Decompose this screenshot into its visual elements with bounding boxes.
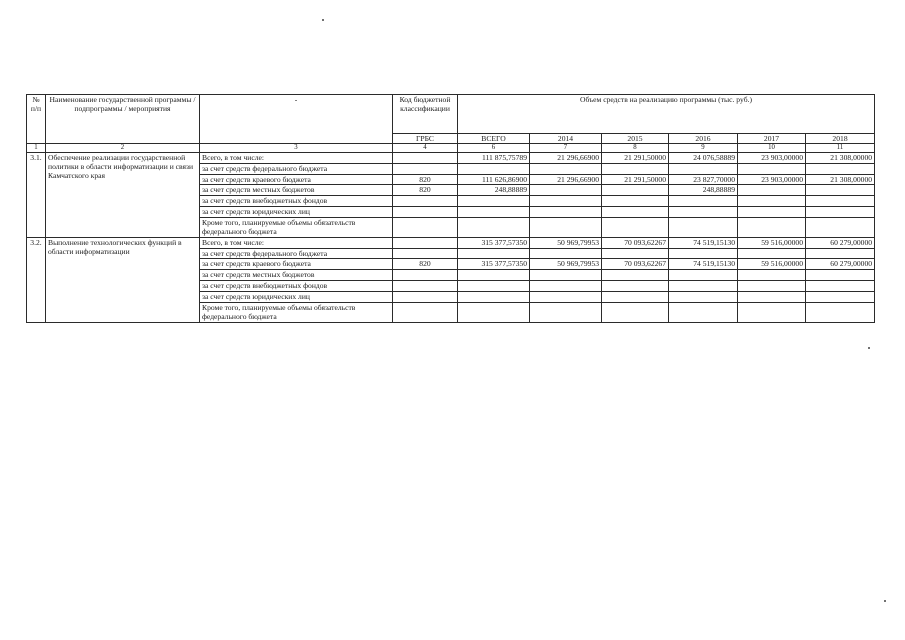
total-value [458, 163, 530, 174]
grbs-code: 820 [393, 185, 458, 196]
year-value [669, 196, 738, 207]
year-value [530, 217, 602, 237]
budget-table [26, 94, 875, 323]
column-number: 8 [602, 144, 669, 153]
column-number: 9 [669, 144, 738, 153]
grbs-code [393, 217, 458, 237]
section-number: 3.1. [27, 153, 46, 238]
table-row [27, 237, 875, 248]
funding-source: за счет средств федерального бюджета [200, 163, 393, 174]
grbs-code [393, 291, 458, 302]
funding-source: за счет средств федерального бюджета [200, 248, 393, 259]
year-value: 70 093,62267 [602, 237, 669, 248]
year-value [806, 185, 875, 196]
funding-source: Всего, в том числе: [200, 237, 393, 248]
column-number: 6 [458, 144, 530, 153]
year-value [602, 302, 669, 322]
total-value [458, 291, 530, 302]
year-value: 50 969,79953 [530, 237, 602, 248]
grbs-code: 820 [393, 174, 458, 185]
column-number: 1 [27, 144, 46, 153]
header-col3: - [200, 95, 393, 144]
header-no: № п/п [27, 95, 46, 144]
column-number: 11 [806, 144, 875, 153]
table-row [27, 153, 875, 164]
scan-speck [884, 600, 886, 602]
year-value [806, 302, 875, 322]
year-value [602, 217, 669, 237]
year-value: 70 093,62267 [602, 259, 669, 270]
year-value [602, 206, 669, 217]
scan-speck [868, 347, 870, 349]
funding-source: Всего, в том числе: [200, 153, 393, 164]
funding-source: за счет средств внебюджетных фондов [200, 280, 393, 291]
year-value: 21 296,66900 [530, 174, 602, 185]
header-year: 2016 [669, 134, 738, 144]
year-value: 59 516,00000 [738, 237, 806, 248]
funding-source: за счет средств краевого бюджета [200, 174, 393, 185]
year-value [669, 217, 738, 237]
grbs-code [393, 280, 458, 291]
year-value [806, 196, 875, 207]
header-total: ВСЕГО [458, 134, 530, 144]
funding-source: за счет средств юридических лиц [200, 206, 393, 217]
header-code: Код бюджетной классификации [393, 95, 458, 134]
year-value: 21 308,00000 [806, 174, 875, 185]
total-value [458, 206, 530, 217]
header-year: 2014 [530, 134, 602, 144]
grbs-code [393, 248, 458, 259]
year-value [530, 206, 602, 217]
year-value [738, 196, 806, 207]
year-value [806, 280, 875, 291]
total-value [458, 302, 530, 322]
funding-source: за счет средств местных бюджетов [200, 185, 393, 196]
year-value: 21 296,66900 [530, 153, 602, 164]
year-value [669, 270, 738, 281]
grbs-code [393, 163, 458, 174]
year-value [602, 185, 669, 196]
funding-source: Кроме того, планируемые объемы обязательств федерального бюджета [200, 302, 393, 322]
year-value [530, 302, 602, 322]
year-value: 74 519,15130 [669, 259, 738, 270]
year-value [738, 248, 806, 259]
year-value [806, 248, 875, 259]
year-value [530, 270, 602, 281]
year-value [738, 280, 806, 291]
funding-source: за счет средств юридических лиц [200, 291, 393, 302]
total-value [458, 217, 530, 237]
column-number: 3 [200, 144, 393, 153]
year-value: 60 279,00000 [806, 259, 875, 270]
year-value [738, 217, 806, 237]
grbs-code [393, 302, 458, 322]
header-grbs: ГРБС [393, 134, 458, 144]
year-value [806, 206, 875, 217]
column-number: 2 [46, 144, 200, 153]
year-value: 50 969,79953 [530, 259, 602, 270]
year-value [530, 291, 602, 302]
total-value [458, 270, 530, 281]
year-value: 24 076,58889 [669, 153, 738, 164]
funding-source: за счет средств краевого бюджета [200, 259, 393, 270]
grbs-code [393, 196, 458, 207]
funding-source: Кроме того, планируемые объемы обязательств федерального бюджета [200, 217, 393, 237]
year-value: 74 519,15130 [669, 237, 738, 248]
year-value: 21 308,00000 [806, 153, 875, 164]
year-value [669, 206, 738, 217]
grbs-code: 820 [393, 259, 458, 270]
year-value [738, 206, 806, 217]
total-value [458, 280, 530, 291]
header-name: Наименование государственной программы / подпрограммы / мероприятия [46, 95, 200, 144]
year-value [806, 270, 875, 281]
year-value [669, 248, 738, 259]
year-value [738, 302, 806, 322]
year-value [806, 163, 875, 174]
year-value: 59 516,00000 [738, 259, 806, 270]
column-number: 10 [738, 144, 806, 153]
total-value: 111 875,75789 [458, 153, 530, 164]
year-value [530, 196, 602, 207]
grbs-code [393, 237, 458, 248]
year-value [669, 302, 738, 322]
year-value: 60 279,00000 [806, 237, 875, 248]
year-value [530, 248, 602, 259]
year-value: 23 827,70000 [669, 174, 738, 185]
funding-source: за счет средств внебюджетных фондов [200, 196, 393, 207]
year-value [669, 280, 738, 291]
header-row [27, 95, 875, 134]
year-value [602, 280, 669, 291]
grbs-code [393, 270, 458, 281]
year-value [806, 291, 875, 302]
total-value: 111 626,86900 [458, 174, 530, 185]
year-value: 23 903,00000 [738, 153, 806, 164]
total-value [458, 196, 530, 207]
year-value: 23 903,00000 [738, 174, 806, 185]
column-number: 7 [530, 144, 602, 153]
year-value [602, 291, 669, 302]
section-name: Обеспечение реализации государственной политики в области информатизации и связи Камчатского края [46, 153, 200, 238]
total-value [458, 248, 530, 259]
total-value: 315 377,57350 [458, 237, 530, 248]
column-number-row [27, 144, 875, 153]
header-year: 2015 [602, 134, 669, 144]
year-value [602, 163, 669, 174]
year-value [602, 196, 669, 207]
year-value [738, 291, 806, 302]
scan-speck [322, 19, 324, 21]
year-value [530, 163, 602, 174]
year-value [738, 270, 806, 281]
year-value [806, 217, 875, 237]
year-value [530, 280, 602, 291]
grbs-code [393, 206, 458, 217]
grbs-code [393, 153, 458, 164]
section-number: 3.2. [27, 237, 46, 322]
year-value: 248,88889 [669, 185, 738, 196]
year-value: 21 291,50000 [602, 174, 669, 185]
year-value [669, 291, 738, 302]
header-year: 2017 [738, 134, 806, 144]
year-value [530, 185, 602, 196]
year-value [669, 163, 738, 174]
header-volume: Объем средств на реализацию программы (тыс. руб.) [458, 95, 875, 134]
header-year: 2018 [806, 134, 875, 144]
year-value [738, 163, 806, 174]
column-number: 4 [393, 144, 458, 153]
funding-source: за счет средств местных бюджетов [200, 270, 393, 281]
total-value: 315 377,57350 [458, 259, 530, 270]
year-value [738, 185, 806, 196]
year-value [602, 248, 669, 259]
section-name: Выполнение технологических функций в области информатизации [46, 237, 200, 322]
total-value: 248,88889 [458, 185, 530, 196]
year-value [602, 270, 669, 281]
year-value: 21 291,50000 [602, 153, 669, 164]
